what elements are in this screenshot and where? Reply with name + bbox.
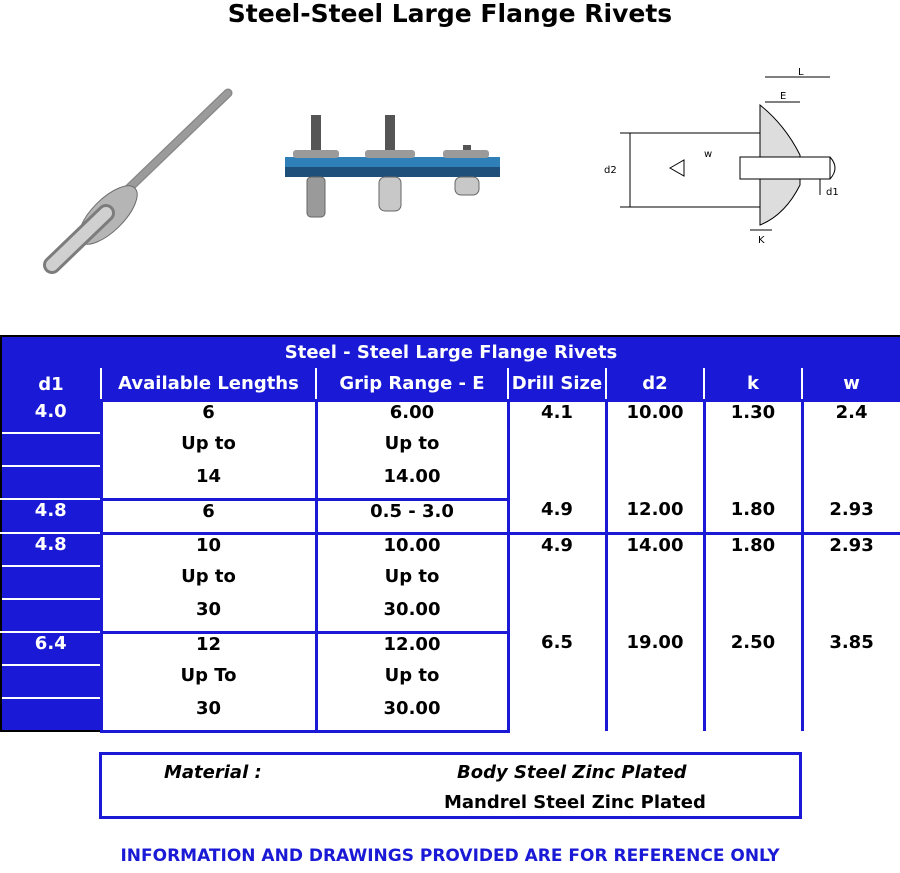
- d1-cell: 4.0: [1, 401, 101, 434]
- d1-cell: [1, 433, 101, 466]
- d1-cell: [1, 599, 101, 632]
- lengths-cell: 30: [101, 698, 316, 731]
- d1-cell: [1, 566, 101, 599]
- table-caption: Steel - Steel Large Flange Rivets: [1, 336, 900, 368]
- w-cell: 2.93: [802, 533, 900, 632]
- material-mandrel: Mandrel Steel Zinc Plated: [444, 792, 706, 813]
- drill-cell: 4.9: [508, 533, 606, 632]
- column-header: d2: [606, 368, 704, 401]
- w-cell: 2.4: [802, 401, 900, 500]
- d1-cell: [1, 698, 101, 731]
- drawings-area: [0, 50, 900, 290]
- grip-cell: 10.00: [316, 533, 508, 566]
- table-row: [1, 401, 900, 434]
- page-title: Steel-Steel Large Flange Rivets: [227, 0, 673, 28]
- dim-K-label: K: [758, 235, 765, 246]
- column-header: Grip Range - E: [316, 368, 508, 401]
- grip-cell: Up to: [316, 566, 508, 599]
- grip-cell: 30.00: [316, 599, 508, 632]
- d2-cell: 10.00: [606, 401, 704, 500]
- material-body: Body Steel Zinc Plated: [457, 762, 687, 783]
- k-cell: 1.80: [704, 533, 802, 632]
- drill-cell: 4.1: [508, 401, 606, 500]
- grip-cell: Up to: [316, 433, 508, 466]
- drill-cell: 4.9: [508, 499, 606, 533]
- lengths-cell: 6: [101, 401, 316, 434]
- d1-cell: 4.8: [1, 499, 101, 533]
- d1-cell: 6.4: [1, 632, 101, 665]
- lengths-cell: 10: [101, 533, 316, 566]
- material-label: Material :: [164, 762, 262, 783]
- lengths-cell: 6: [101, 499, 316, 533]
- d1-cell: 4.8: [1, 533, 101, 566]
- grip-cell: 12.00: [316, 632, 508, 665]
- lengths-cell: Up To: [101, 665, 316, 698]
- column-header: Available Lengths: [101, 368, 316, 401]
- lengths-cell: 14: [101, 466, 316, 499]
- column-header: Drill Size: [508, 368, 606, 401]
- dim-d2-label: d2: [604, 165, 617, 176]
- grip-cell: 6.00: [316, 401, 508, 434]
- dim-d1-label: d1: [826, 187, 839, 198]
- table-row: [1, 632, 900, 665]
- column-header: d1: [1, 368, 101, 401]
- k-cell: 2.50: [704, 632, 802, 731]
- k-cell: 1.30: [704, 401, 802, 500]
- table-row: [1, 533, 900, 566]
- column-header: k: [704, 368, 802, 401]
- rivet-photo: [40, 85, 240, 315]
- lengths-cell: 30: [101, 599, 316, 632]
- rivet-spec-table: [0, 335, 900, 733]
- column-header: w: [802, 368, 900, 401]
- dim-L-label: L: [798, 67, 804, 78]
- w-cell: 3.85: [802, 632, 900, 731]
- grip-cell: 30.00: [316, 698, 508, 731]
- lengths-cell: Up to: [101, 566, 316, 599]
- w-cell: 2.93: [802, 499, 900, 533]
- drill-cell: 6.5: [508, 632, 606, 731]
- grip-cell: 0.5 - 3.0: [316, 499, 508, 533]
- lengths-cell: 12: [101, 632, 316, 665]
- material-box: [99, 752, 802, 819]
- reference-disclaimer: INFORMATION AND DRAWINGS PROVIDED ARE FOR REFERENCE ONLY: [120, 846, 780, 866]
- grip-cell: 14.00: [316, 466, 508, 499]
- dim-E-label: E: [780, 91, 787, 102]
- lengths-cell: Up to: [101, 433, 316, 466]
- table-row: [1, 499, 900, 533]
- grip-cell: Up to: [316, 665, 508, 698]
- installation-sequence: [285, 105, 515, 235]
- d1-cell: [1, 466, 101, 499]
- d2-cell: 12.00: [606, 499, 704, 533]
- k-cell: 1.80: [704, 499, 802, 533]
- dim-w-label: w: [704, 149, 713, 160]
- technical-drawing: [600, 65, 860, 265]
- d2-cell: 14.00: [606, 533, 704, 632]
- d2-cell: 19.00: [606, 632, 704, 731]
- d1-cell: [1, 665, 101, 698]
